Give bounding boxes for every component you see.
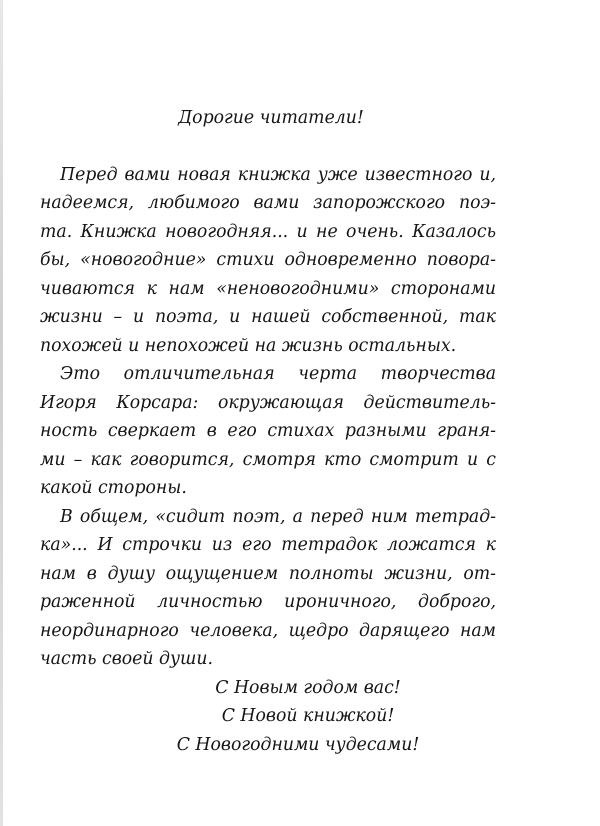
text-line: раженной личностью ироничного, доброго, (40, 592, 496, 612)
text-line: надеемся, любимого вами запорожского поэ- (40, 193, 496, 213)
closing-greetings (40, 674, 496, 760)
preface-text (40, 104, 496, 759)
text-line: Игоря Корсара: окружающая действитель- (40, 392, 496, 413)
closing-line: С Новогодними чудесами! (176, 734, 420, 755)
text-line: Перед вами новая книжка уже известного и, (60, 164, 496, 185)
text-line: какой стороны. (40, 478, 187, 498)
text-line: В общем, «сидит поэт, а перед ним тетрад- (60, 506, 496, 527)
text-line: неординарного человека, щедро дарящего нам (40, 620, 496, 641)
paragraph-2 (40, 360, 496, 503)
text-line: та. Книжка новогодняя... и не очень. Казалось (40, 221, 496, 242)
text-line: ми – как говорится, смотря кто смотрит и с (40, 449, 496, 470)
paragraph-1 (40, 161, 496, 361)
text-line: похожей и непохожей на жизнь остальных. (40, 335, 457, 356)
page-edge-shadow (0, 0, 3, 826)
text-line: жизни – и поэта, и нашей собственной, так (40, 307, 496, 327)
paragraph-3 (40, 503, 496, 674)
closing-line: С Новой книжкой! (221, 706, 395, 726)
text-line: бы, «новогодние» стихи одновременно повора- (40, 250, 496, 270)
text-line: чиваются к нам «неновогодними» сторонами (40, 278, 496, 299)
text-line: ка»... И строчки из его тетрадок ложатся к (40, 535, 496, 555)
text-line: ность сверкает в его стихах разными граня- (40, 421, 496, 441)
text-line: нам в душу ощущением полноты жизни, от- (40, 563, 496, 584)
text-line: часть своей души. (40, 649, 213, 669)
page-heading: Дорогие читатели! (178, 108, 364, 128)
text-line: Это отличительная черта творчества (60, 364, 496, 384)
closing-line: С Новым годом вас! (215, 677, 401, 698)
